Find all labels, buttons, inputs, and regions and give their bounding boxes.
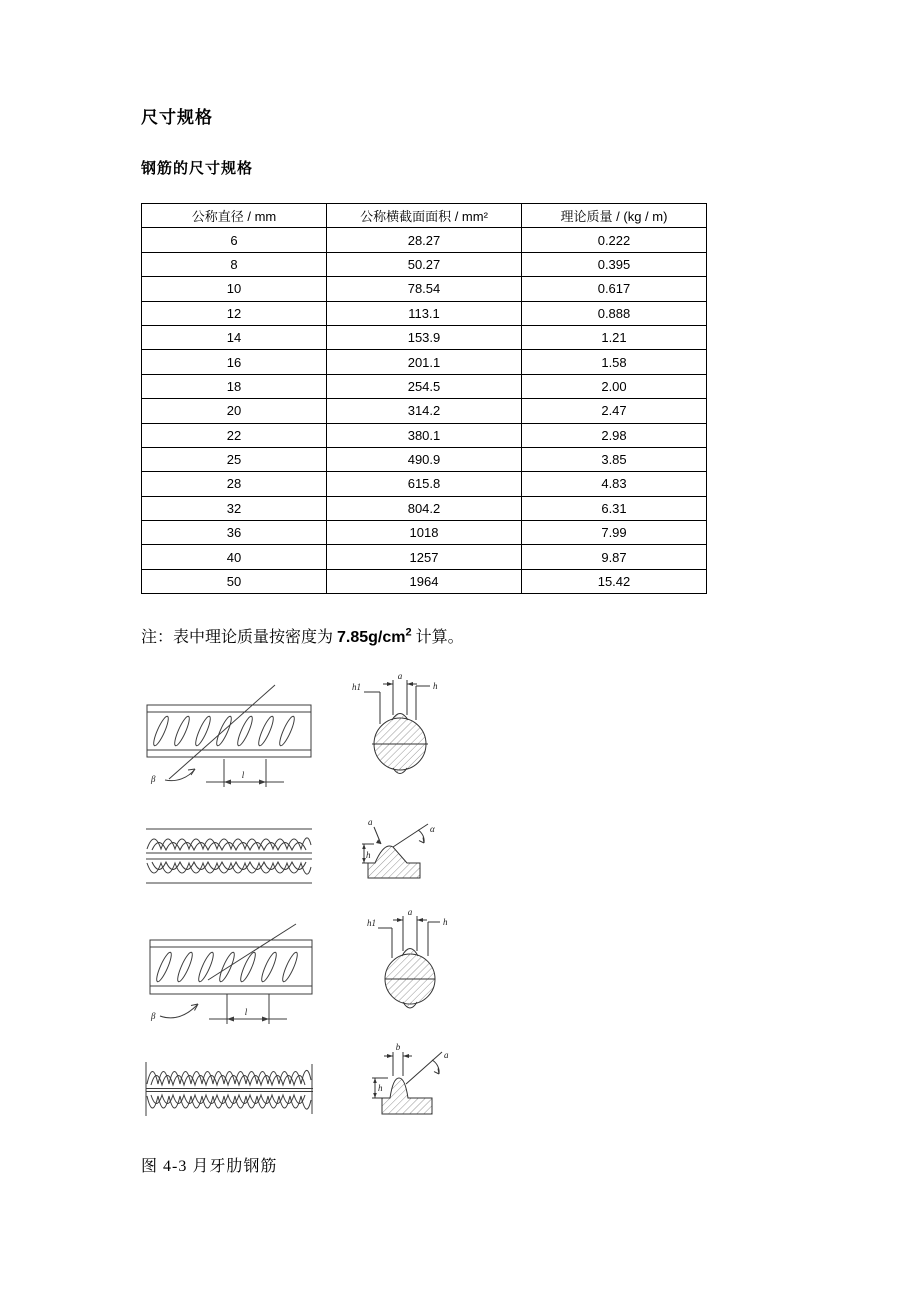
table-row (142, 521, 707, 545)
label-rib-spacing: l (244, 1007, 248, 1017)
table-cell: 16 (142, 350, 327, 374)
table-row (142, 325, 707, 349)
page-heading: 尺寸规格 (141, 108, 213, 127)
table-row (142, 399, 707, 423)
table-cell: 15.42 (522, 569, 707, 593)
table-row (142, 228, 707, 252)
table-cell: 1.21 (522, 325, 707, 349)
table-row (142, 545, 707, 569)
density-number: 7.85g/cm (337, 629, 406, 646)
table-cell: 7.99 (522, 521, 707, 545)
label-flank-angle-a: a (444, 1050, 449, 1060)
table-cell: 6 (142, 228, 327, 252)
table-cell: 1.58 (522, 350, 707, 374)
table-cell: 18 (142, 374, 327, 398)
table-cell: 40 (142, 545, 327, 569)
table-cell: 9.87 (522, 545, 707, 569)
diagram-crescent-rib-side-view-1 (143, 818, 315, 894)
label-rib-height: h (433, 681, 438, 691)
table-row (142, 447, 707, 471)
table-cell: 12 (142, 301, 327, 325)
note-prefix: 注：表中理论质量按密度为 (141, 629, 338, 646)
diagram-cross-section-1 (350, 670, 450, 782)
table-cell: 4.83 (522, 472, 707, 496)
table-cell: 6.31 (522, 496, 707, 520)
table-cell: 2.47 (522, 399, 707, 423)
rebar-body-outline (150, 924, 312, 1024)
table-cell: 0.888 (522, 301, 707, 325)
table-cell: 490.9 (327, 447, 522, 471)
table-cell: 113.1 (327, 301, 522, 325)
section-subheading: 钢筋的尺寸规格 (141, 160, 254, 177)
rib-profile-shape (372, 1052, 442, 1114)
label-beta: β (151, 774, 156, 784)
table-cell: 380.1 (327, 423, 522, 447)
figure-caption: 图 4-3 月牙肋钢筋 (141, 1158, 278, 1175)
spec-table-body (142, 228, 707, 594)
table-cell: 25 (142, 447, 327, 471)
header-row (142, 204, 707, 228)
table-cell: 50 (142, 569, 327, 593)
table-row (142, 496, 707, 520)
column-header: 公称横截面面积 / mm² (327, 204, 522, 228)
table-row (142, 350, 707, 374)
table-cell: 2.98 (522, 423, 707, 447)
table-cell: 2.00 (522, 374, 707, 398)
table-row (142, 277, 707, 301)
rebar-body-outline (147, 685, 311, 787)
label-beta: β (151, 1011, 156, 1021)
table-cell: 0.617 (522, 277, 707, 301)
table-cell: 201.1 (327, 350, 522, 374)
table-cell: 1018 (327, 521, 522, 545)
label-rib-top-width: a (397, 671, 403, 681)
table-cell: 1257 (327, 545, 522, 569)
rib-profile-shape (362, 824, 428, 878)
density-value (337, 626, 412, 646)
table-cell: 254.5 (327, 374, 522, 398)
label-long-rib-height: h1 (367, 918, 376, 928)
note-suffix: 计算。 (411, 629, 464, 646)
table-note (141, 624, 464, 647)
rebar-rib-pattern (146, 1062, 313, 1116)
table-row (142, 423, 707, 447)
table-row (142, 472, 707, 496)
diagram-cross-section-2 (366, 906, 452, 1018)
cross-section-shape (378, 916, 440, 1008)
column-header: 公称直径 / mm (142, 204, 327, 228)
label-rib-height: h (366, 850, 371, 860)
table-cell: 78.54 (327, 277, 522, 301)
label-rib-top-width-b: b (395, 1042, 401, 1052)
diagram-crescent-rib-side-view-2 (143, 1050, 325, 1128)
table-cell: 153.9 (327, 325, 522, 349)
label-rib-top-width: a (407, 907, 413, 917)
diagram-inclined-rib-side-view-2 (146, 922, 338, 1034)
table-cell: 14 (142, 325, 327, 349)
table-cell: 314.2 (327, 399, 522, 423)
cross-section-shape (364, 680, 430, 774)
diagram-inclined-rib-side-view-1 (143, 683, 343, 805)
table-cell: 804.2 (327, 496, 522, 520)
density-superscript: 2 (405, 626, 412, 639)
table-cell: 50.27 (327, 252, 522, 276)
table-cell: 0.395 (522, 252, 707, 276)
spec-table-head (142, 204, 707, 228)
label-rib-top-width: a (368, 817, 373, 827)
table-cell: 1964 (327, 569, 522, 593)
table-cell: 28.27 (327, 228, 522, 252)
table-cell: 10 (142, 277, 327, 301)
diagram-rib-profile-1 (360, 814, 446, 890)
rebar-spec-table (141, 203, 707, 594)
table-cell: 32 (142, 496, 327, 520)
table-row (142, 569, 707, 593)
table-cell: 3.85 (522, 447, 707, 471)
table-row (142, 252, 707, 276)
table-cell: 28 (142, 472, 327, 496)
rebar-rib-pattern (146, 829, 312, 883)
diagram-rib-profile-2 (370, 1040, 456, 1128)
column-header: 理论质量 / (kg / m) (522, 204, 707, 228)
table-cell: 20 (142, 399, 327, 423)
table-cell: 0.222 (522, 228, 707, 252)
label-rib-height: h (443, 917, 448, 927)
label-flank-angle: α (430, 824, 435, 834)
label-rib-height: h (378, 1083, 383, 1093)
table-row (142, 301, 707, 325)
table-cell: 22 (142, 423, 327, 447)
label-rib-spacing: l (241, 770, 245, 780)
table-cell: 36 (142, 521, 327, 545)
table-cell: 8 (142, 252, 327, 276)
table-row (142, 374, 707, 398)
table-cell: 615.8 (327, 472, 522, 496)
label-long-rib-height: h1 (352, 682, 361, 692)
